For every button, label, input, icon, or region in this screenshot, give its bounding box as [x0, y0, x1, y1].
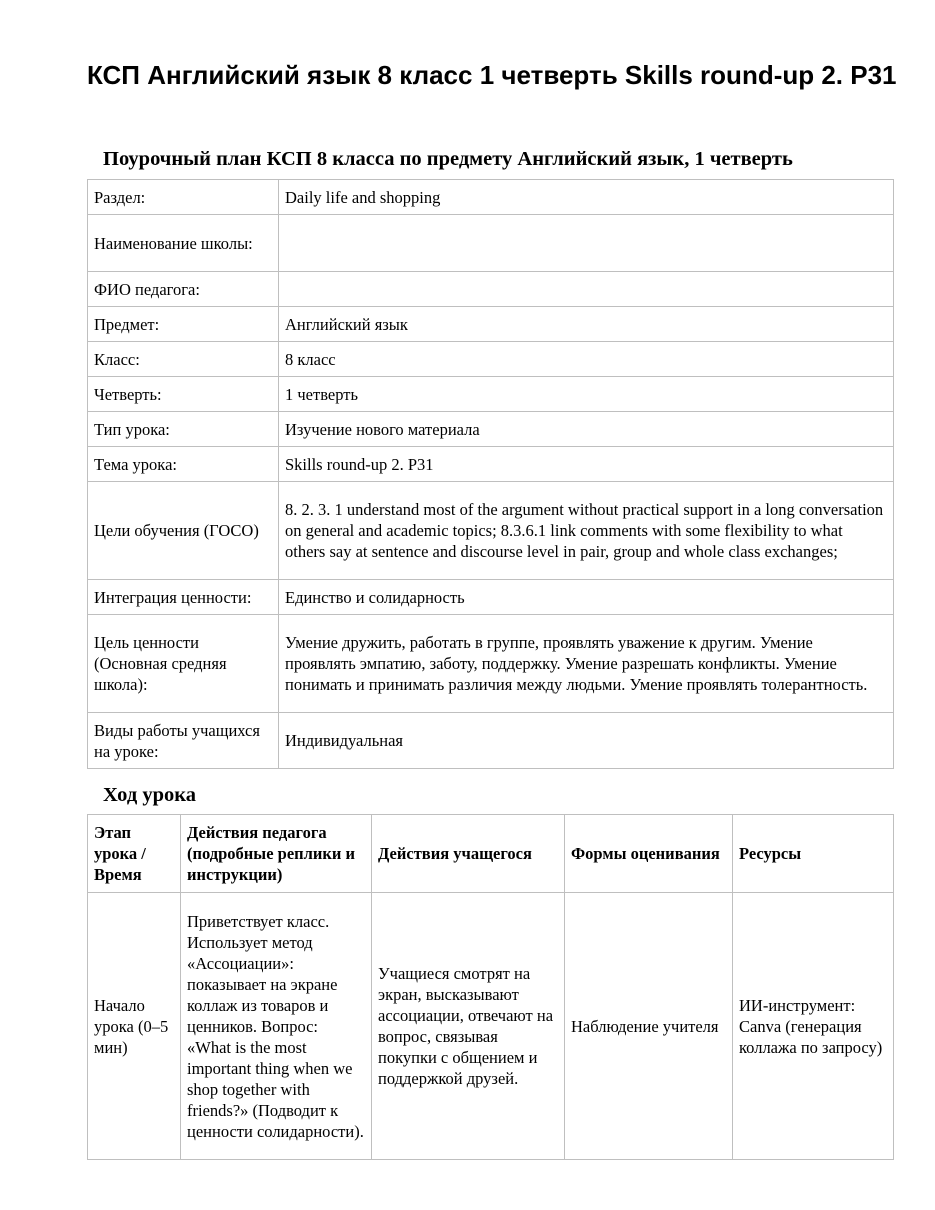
- info-value: Изучение нового материала: [279, 412, 894, 447]
- resources-cell: ИИ-инструмент: Canva (генерация коллажа по запросу): [733, 893, 894, 1160]
- info-value: [279, 215, 894, 272]
- table-row: [88, 713, 894, 769]
- student-actions-cell: Учащиеся смотрят на экран, высказывают ассоциации, отвечают на вопрос, связывая покупки с общением и поддержкой друзей.: [372, 893, 565, 1160]
- info-value: 1 четверть: [279, 377, 894, 412]
- info-label: Предмет:: [88, 307, 279, 342]
- column-header-resources: Ресурсы: [733, 815, 894, 893]
- info-value: 8. 2. 3. 1 understand most of the argument without practical support in a long conversation on general and academic topics; 8.3.6.1 link comments with some flexibility to what others say at sentence and discourse level in pair, group and whole class exchanges;: [279, 482, 894, 580]
- table-row: [88, 307, 894, 342]
- info-label: Наименование школы:: [88, 215, 279, 272]
- lesson-progress-table: [87, 814, 894, 1160]
- info-label: Виды работы учащихся на уроке:: [88, 713, 279, 769]
- table-row: [88, 215, 894, 272]
- plan-heading: Поурочный план КСП 8 класса по предмету Английский язык, 1 четверть: [103, 148, 793, 170]
- info-value: Индивидуальная: [279, 713, 894, 769]
- info-label: Четверть:: [88, 377, 279, 412]
- info-value: Английский язык: [279, 307, 894, 342]
- info-label: Класс:: [88, 342, 279, 377]
- info-value: [279, 272, 894, 307]
- info-label: Тип урока:: [88, 412, 279, 447]
- info-value: Skills round-up 2. P31: [279, 447, 894, 482]
- table-row: [88, 482, 894, 580]
- info-value: Единство и солидарность: [279, 580, 894, 615]
- info-label: Раздел:: [88, 180, 279, 215]
- document-title: КСП Английский язык 8 класс 1 четверть Skills round-up 2. P31: [87, 60, 897, 90]
- table-row: [88, 272, 894, 307]
- info-label: ФИО педагога:: [88, 272, 279, 307]
- table-row: [88, 580, 894, 615]
- table-row: [88, 377, 894, 412]
- teacher-actions-cell: Приветствует класс. Использует метод «Ассоциации»: показывает на экране коллаж из товаров и ценников. Вопрос: «What is the most important thing when we shop together with friends?» (Подводит к ценности солидарности).: [181, 893, 372, 1160]
- info-label: Цель ценности (Основная средняя школа):: [88, 615, 279, 713]
- table-header-row: [88, 815, 894, 893]
- table-row: [88, 893, 894, 1160]
- table-row: [88, 342, 894, 377]
- column-header-assessment: Формы оценивания: [565, 815, 733, 893]
- table-row: [88, 412, 894, 447]
- lesson-info-table: [87, 179, 894, 769]
- info-value: Daily life and shopping: [279, 180, 894, 215]
- column-header-stage: Этап урока / Время: [88, 815, 181, 893]
- table-row: [88, 447, 894, 482]
- table-row: [88, 180, 894, 215]
- stage-cell: Начало урока (0–5 мин): [88, 893, 181, 1160]
- column-header-teacher-actions: Действия педагога (подробные реплики и инструкции): [181, 815, 372, 893]
- assessment-cell: Наблюдение учителя: [565, 893, 733, 1160]
- info-label: Цели обучения (ГОСО): [88, 482, 279, 580]
- info-value: Умение дружить, работать в группе, проявлять уважение к другим. Умение проявлять эмпатию, заботу, поддержку. Умение разрешать конфликты. Умение понимать и принимать различия между людьми. Умение проявлять толерантность.: [279, 615, 894, 713]
- column-header-student-actions: Действия учащегося: [372, 815, 565, 893]
- lesson-heading: Ход урока: [103, 784, 196, 806]
- info-label: Интеграция ценности:: [88, 580, 279, 615]
- info-label: Тема урока:: [88, 447, 279, 482]
- table-row: [88, 615, 894, 713]
- info-value: 8 класс: [279, 342, 894, 377]
